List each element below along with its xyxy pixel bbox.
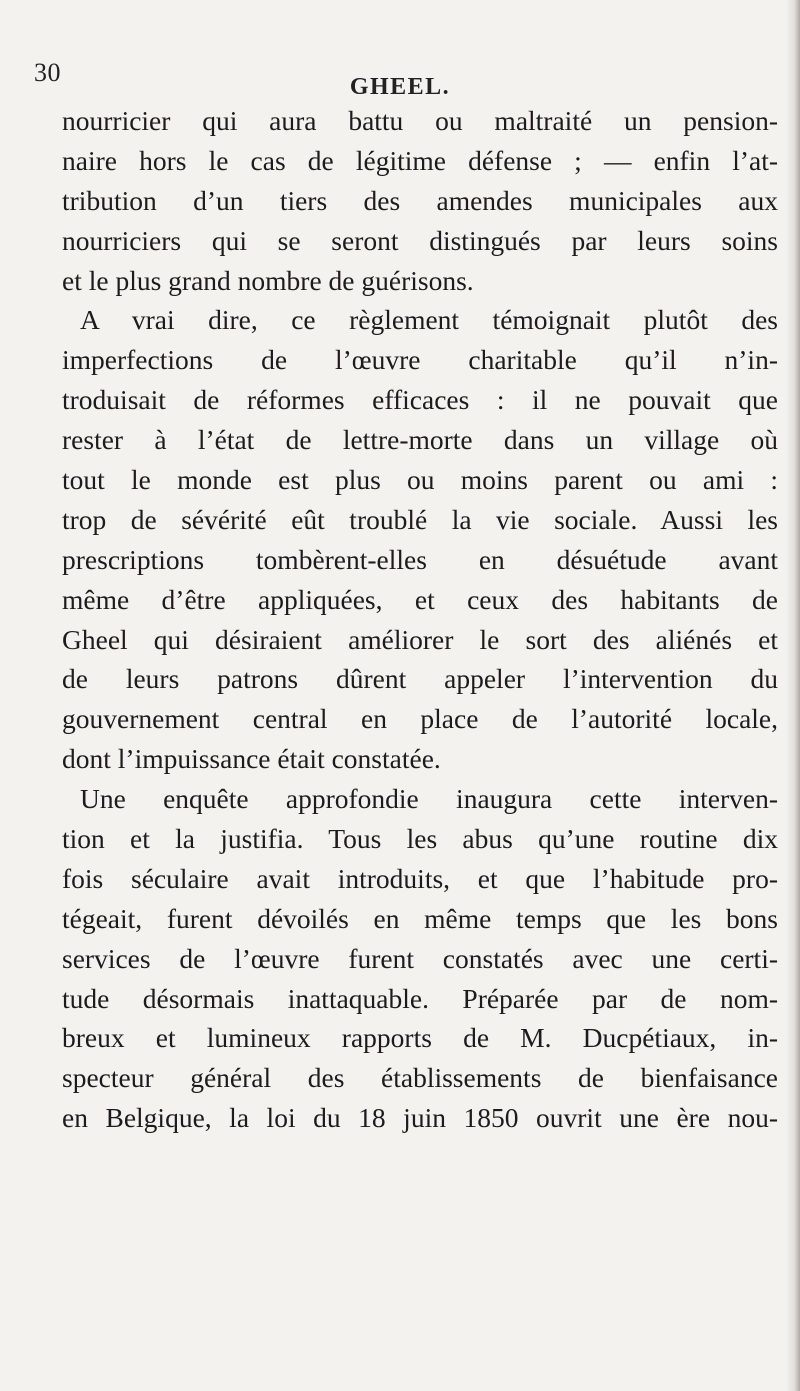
text-line: troduisait de réformes efficaces : il ne pouvait que bbox=[62, 384, 778, 416]
text-line: gouvernement central en place de l’autorité locale, bbox=[62, 703, 778, 735]
running-head: GHEEL. bbox=[349, 74, 451, 100]
text-line: tude désormais inattaquable. Préparée par de nom- bbox=[62, 982, 778, 1014]
text-line: même d’être appliquées, et ceux des habitants de bbox=[62, 583, 778, 615]
text-line: nourriciers qui se seront distingués par leurs soins bbox=[62, 224, 778, 256]
text-line: breux et lumineux rapports de M. Ducpétiaux, in- bbox=[62, 1022, 778, 1054]
text-line: prescriptions tombèrent-elles en désuétude avant bbox=[62, 543, 778, 575]
text-line: imperfections de l’œuvre charitable qu’il n’in- bbox=[62, 344, 778, 376]
page-edge-shadow bbox=[786, 0, 800, 1391]
text-line: fois séculaire avait introduits, et que l’habitude pro- bbox=[62, 862, 778, 894]
text-line: tout le monde est plus ou moins parent ou ami : bbox=[62, 464, 778, 496]
text-line: tégeait, furent dévoilés en même temps que les bons bbox=[62, 902, 778, 934]
text-line: Une enquête approfondie inaugura cette interven- bbox=[80, 783, 778, 815]
text-line: en Belgique, la loi du 18 juin 1850 ouvrit une ère nou- bbox=[62, 1102, 778, 1134]
text-line: nourricier qui aura battu ou maltraité un pension- bbox=[62, 105, 778, 136]
text-line: dont l’impuissance était constatée. bbox=[62, 743, 441, 775]
text-line: specteur général des établissements de bienfaisance bbox=[62, 1062, 778, 1094]
body-text bbox=[62, 101, 778, 1138]
text-line: trop de sévérité eût troublé la vie sociale. Aussi les bbox=[62, 503, 778, 535]
text-line: Gheel qui désiraient améliorer le sort des aliénés et bbox=[62, 623, 778, 655]
text-line: services de l’œuvre furent constatés avec une certi- bbox=[62, 942, 778, 974]
text-line: rester à l’état de lettre-morte dans un village où bbox=[62, 424, 778, 456]
text-line: tion et la justifia. Tous les abus qu’une routine dix bbox=[62, 823, 778, 855]
text-line: A vrai dire, ce règlement témoignait plutôt des bbox=[80, 304, 778, 336]
page-number: 30 bbox=[34, 58, 61, 87]
text-line: de leurs patrons dûrent appeler l’intervention du bbox=[62, 663, 778, 695]
text-line: naire hors le cas de légitime défense ; — enfin l’at- bbox=[62, 144, 778, 176]
text-line: et le plus grand nombre de guérisons. bbox=[62, 264, 474, 296]
text-line: tribution d’un tiers des amendes municipales aux bbox=[62, 184, 778, 216]
